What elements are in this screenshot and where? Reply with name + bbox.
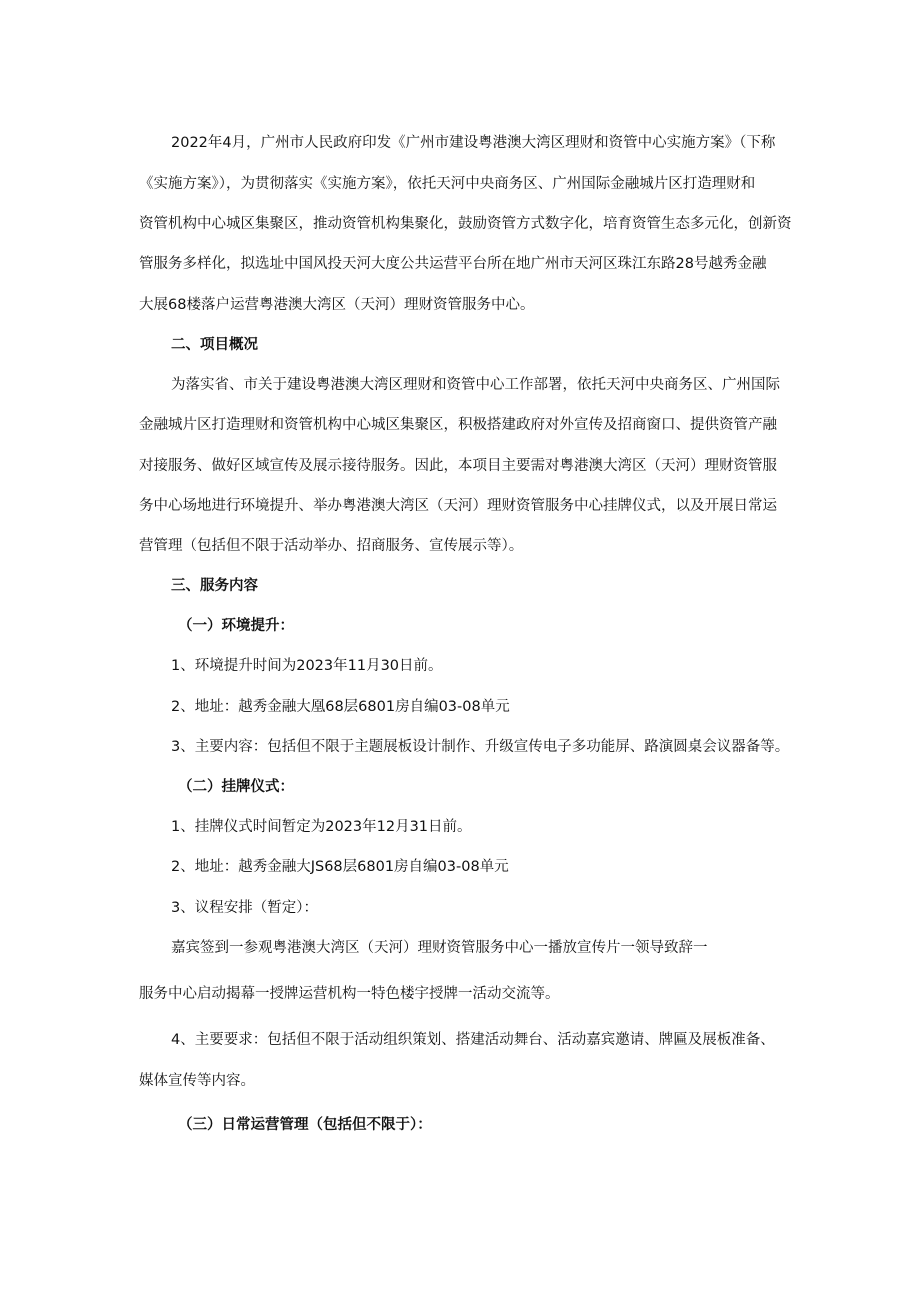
subsection-heading-environment: （一）环境提升： <box>178 618 294 634</box>
overview-line-5: 营管理（包括但不限于活动举办、招商服务、宣传展示等）。 <box>139 538 524 554</box>
overview-line-2: 金融城片区打造理财和资管机构中心城区集聚区，积极搭建政府对外宣传及招商窗口、提供资管产融 <box>139 417 777 433</box>
agenda-line-1: 嘉宾签到一参观粤港澳大湾区（天河）理财资管服务中心一播放宣传片一领导致辞一 <box>171 940 708 956</box>
agenda-line-2: 服务中心启动揭幕一授牌运营机构一特色楼宇授牌一活动交流等。 <box>139 986 560 1002</box>
requirements-line-2: 媒体宣传等内容。 <box>139 1073 255 1089</box>
requirements-line-1: 4、主要要求：包括但不限于活动组织策划、搭建活动舞台、活动嘉宾邀请、牌匾及展板准备、 <box>171 1032 775 1048</box>
overview-line-3: 对接服务、做好区域宣传及展示接待服务。因此，本项目主要需对粤港澳大湾区（天河）理财资管服 <box>139 458 777 474</box>
intro-line-2: 《实施方案》），为贯彻落实《实施方案》，依托天河中央商务区、广州国际金融城片区打造理财和 <box>139 176 756 192</box>
intro-line-3: 资管机构中心城区集聚区，推动资管机构集聚化，鼓励资管方式数字化，培育资管生态多元化，创新资 <box>139 216 792 232</box>
ceremony-item-3: 3、议程安排（暂定）： <box>171 900 318 916</box>
section-heading-services: 三、服务内容 <box>171 578 258 594</box>
intro-line-1: 2022年4月，广州市人民政府印发《广州市建设粤港澳大湾区理财和资管中心实施方案》（下称 <box>171 135 776 151</box>
intro-line-4: 管服务多样化，拟选址中国风投天河大度公共运营平台所在地广州市天河区珠江东路28号越秀金融 <box>139 256 767 272</box>
subsection-heading-operations: （三）日常运营管理（包括但不限于）： <box>178 1117 432 1133</box>
overview-line-4: 务中心场地进行环境提升、举办粤港澳大湾区（天河）理财资管服务中心挂牌仪式，以及开展日常运 <box>139 498 777 514</box>
environment-item-1: 1、环境提升时间为2023年11月30日前。 <box>171 658 443 674</box>
section-heading-overview: 二、项目概况 <box>171 337 258 353</box>
environment-item-2: 2、地址：越秀金融大凰68层6801房自编03-08单元 <box>171 699 510 715</box>
overview-line-1: 为落实省、市关于建设粤港澳大湾区理财和资管中心工作部署，依托天河中央商务区、广州国际 <box>171 377 780 393</box>
environment-item-3: 3、主要内容：包括但不限于主题展板设计制作、升级宣传电子多功能屏、路演圆桌会议器备等。 <box>171 739 790 755</box>
intro-line-5: 大展68楼落户运营粤港澳大湾区（天河）理财资管服务中心。 <box>139 297 535 313</box>
ceremony-item-1: 1、挂牌仪式时间暂定为2023年12月31日前。 <box>171 819 472 835</box>
subsection-heading-ceremony: （二）挂牌仪式： <box>178 779 294 795</box>
ceremony-item-2: 2、地址：越秀金融大JS68层6801房自编03-08单元 <box>171 859 509 875</box>
